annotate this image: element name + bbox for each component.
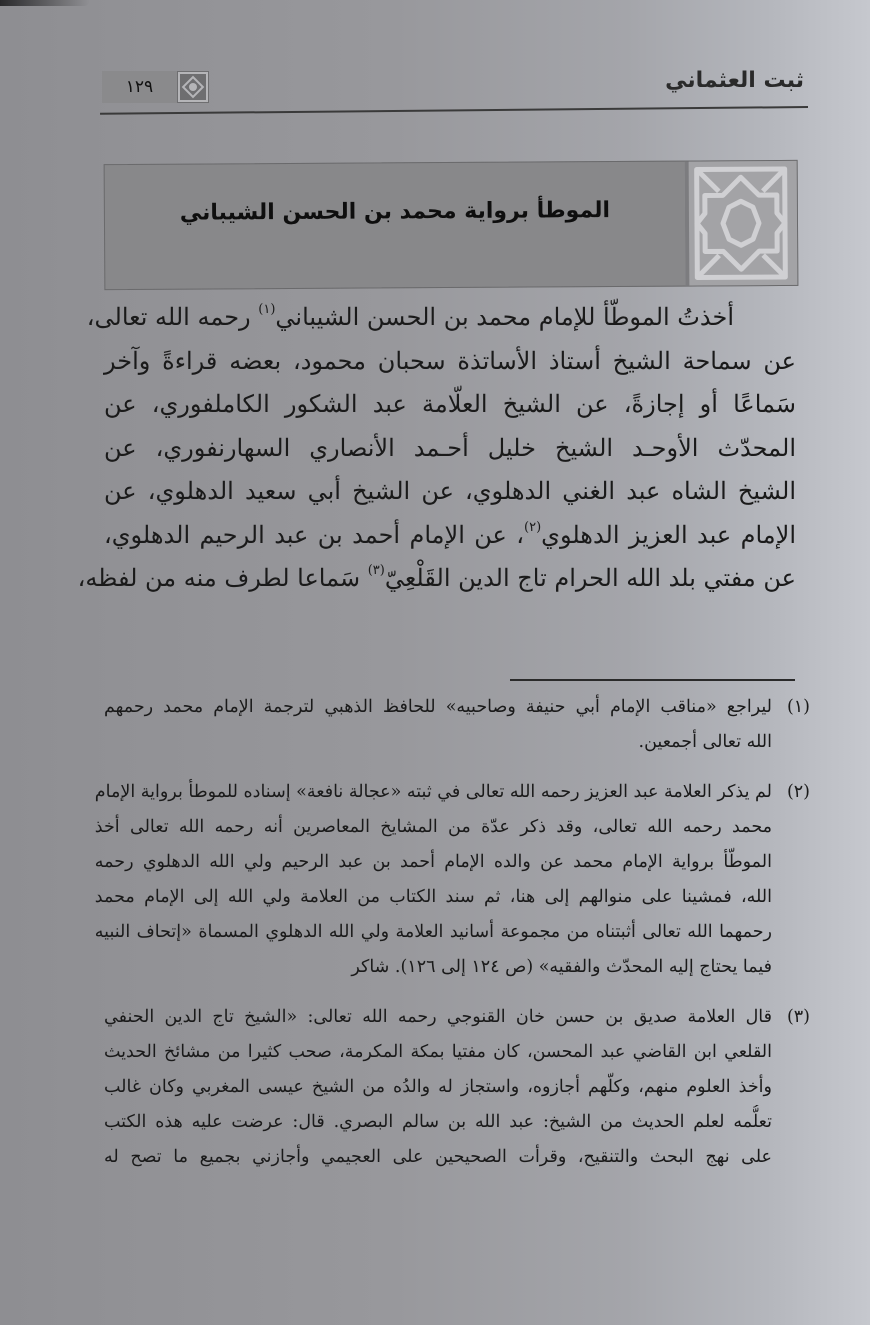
footnote-1 bbox=[104, 690, 810, 760]
body-line: أخذتُ الموطّأ للإمام محمد بن الحسن الشيباني$^{(١)}$ رحمه الله تعالى، bbox=[86, 302, 734, 331]
footnote-number: (٣) bbox=[786, 1007, 810, 1027]
footnote-line: تعلُّمه لعلم الحديث من الشيخ: عبد الله بن سالم البصري. قال: عرضت عليه هذه الكتب bbox=[104, 1112, 772, 1132]
footnote-line: الله تعالى أجمعين. bbox=[638, 732, 772, 752]
ornament-icon bbox=[177, 71, 209, 103]
footnote-ref-1[interactable]: (١) bbox=[258, 302, 276, 317]
body-line: الإمام عبد العزيز الدهلوي$^{(٢)}$، عن الإمام أحمد بن عبد الرحيم الدهلوي، bbox=[104, 519, 796, 549]
footnote-line: على نهج البحث والتنقيح، وقرأت الصحيحين على العجيمي وأجازني بجميع ما تصح له bbox=[104, 1147, 772, 1167]
footnote-text bbox=[95, 775, 772, 985]
book-title: ثبت العثماني bbox=[665, 68, 804, 93]
footnote-3 bbox=[104, 1000, 810, 1175]
footnote-number: (٢) bbox=[786, 782, 810, 802]
footnote-number: (١) bbox=[786, 697, 810, 717]
footnote-line: الموطّأ برواية الإمام محمد عن والده الإمام أحمد بن عبد الرحيم ولي الله الدهلوي رحمه bbox=[94, 852, 772, 872]
body-line: المحدّث الأوحـد الشيخ خليل أحـمد الأنصاري السهارنفوري، عن bbox=[104, 433, 796, 462]
body-line: سَماعًا أو إجازةً، عن الشيخ العلّامة عبد الشكور الكاملفوري، عن bbox=[104, 390, 796, 418]
section-title-banner bbox=[104, 160, 799, 290]
footnote-2 bbox=[94, 775, 810, 985]
footnote-ref-3[interactable]: (٣) bbox=[367, 563, 385, 578]
footnote-line: لم يذكر العلامة عبد العزيز رحمه الله تعالى في ثبته «عجالة نافعة» إسناده للموطأ برواية الإمام bbox=[94, 782, 772, 802]
page-number: ١٢٩ bbox=[102, 71, 177, 103]
section-title: الموطأ برواية محمد بن الحسن الشيباني bbox=[179, 198, 611, 226]
body-line: عن سماحة الشيخ أستاذ الأساتذة سحبان محمود، بعضه قراءةً وآخر bbox=[104, 346, 796, 375]
footnote-line: ليراجع «مناقب الإمام أبي حنيفة وصاحبيه» للحافظ الذهبي لترجمة الإمام محمد رحمهم bbox=[104, 697, 772, 717]
footnote-line: فيما يحتاج إليه المحدّث والفقيه» (ص ١٢٤ إلى ١٢٦). شاكر bbox=[351, 957, 772, 977]
header-rule bbox=[100, 106, 808, 115]
footnote-line: وأخذ العلوم منهم، وكلّهم أجازوه، واستجاز له والدُه من الشيخ عيسى المغربي وكان غالب bbox=[104, 1077, 772, 1097]
body-paragraph bbox=[77, 296, 796, 601]
geometric-ornament-icon bbox=[685, 161, 798, 286]
footnotes bbox=[94, 690, 810, 1190]
body-line: الشيخ الشاه عبد الغني الدهلوي، عن الشيخ أبي سعيد الدهلوي، عن bbox=[104, 477, 796, 505]
body-line: عن مفتي بلد الله الحرام تاج الدين القَلْعِيّ$^{(٣)}$ سَماعا لطرف منه من لفظه، bbox=[77, 563, 796, 592]
footnote-line: القلعي ابن القاضي عبد المحسن، كان مفتيا بمكة المكرمة، صحب كثيرا من مشائخ الحديث bbox=[104, 1042, 772, 1062]
footnote-line: الله، فمشينا على منوالهم إلى هنا، ثم سند الكتاب من العلامة ولي الله إلى الإمام محمد bbox=[94, 887, 772, 907]
footnote-ref-2[interactable]: (٢) bbox=[524, 519, 542, 535]
footnote-text bbox=[104, 1000, 772, 1175]
footnote-line: محمد رحمه الله تعالى، وقد ذكر عدّة من المشايخ المعاصرين أنه رحمه الله تعالى أخذ bbox=[94, 817, 772, 837]
footnote-separator bbox=[510, 679, 795, 681]
footnote-line: قال العلامة صديق بن حسن خان القنوجي رحمه الله تعالى: «الشيخ تاج الدين الحنفي bbox=[104, 1007, 772, 1027]
running-header bbox=[100, 68, 808, 112]
footnote-line: رحمهما الله تعالى أثبتناه من مجموعة أسانيد العلامة ولي الله الدهلوي المسماة «إتحاف النبيه bbox=[94, 922, 772, 942]
footnote-text bbox=[104, 690, 772, 760]
